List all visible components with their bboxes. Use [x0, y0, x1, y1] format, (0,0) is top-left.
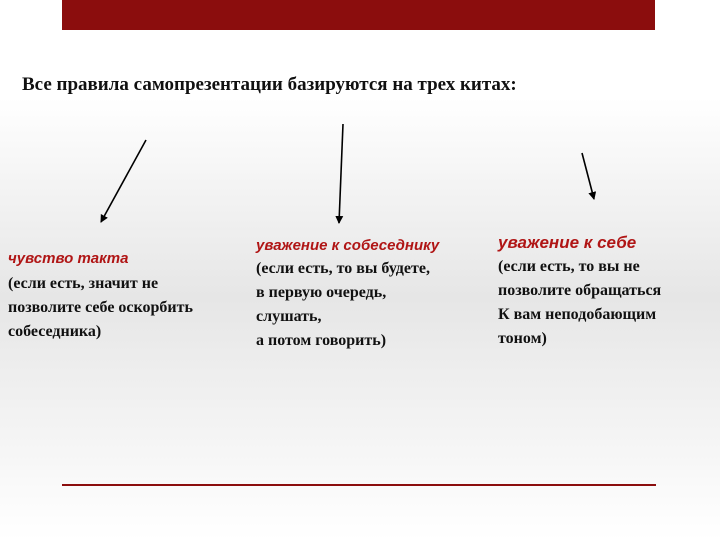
column-text-line: тоном): [498, 330, 547, 347]
arrow-left: [101, 140, 146, 222]
column-tact: [8, 250, 193, 344]
column-text-line: слушать,: [256, 308, 322, 325]
column-text-line: позволите обращаться: [498, 282, 662, 299]
column-heading: чувство такта: [8, 250, 129, 267]
column-heading: уважение к собеседнику: [256, 237, 440, 254]
bottom-divider: [62, 484, 656, 486]
column-text-line: позволите себе оскорбить: [8, 299, 193, 316]
column-text-line: (если есть, то вы не: [498, 258, 640, 275]
arrow-middle: [339, 124, 343, 223]
column-text-line: К вам неподобающим: [498, 306, 657, 323]
column-text-line: (если есть, то вы будете,: [256, 260, 430, 277]
column-respect-interlocutor: [256, 237, 439, 353]
column-heading: уважение к себе: [498, 233, 637, 252]
column-text-line: (если есть, значит не: [8, 275, 159, 292]
arrow-right: [582, 153, 594, 199]
column-self-respect: [498, 233, 661, 351]
column-text-line: в первую очередь,: [256, 284, 387, 301]
column-text-line: собеседника): [8, 323, 102, 340]
column-text-line: а потом говорить): [256, 332, 387, 349]
slide-title: Все правила самопрезентации базируются на трех китах:: [22, 74, 517, 95]
